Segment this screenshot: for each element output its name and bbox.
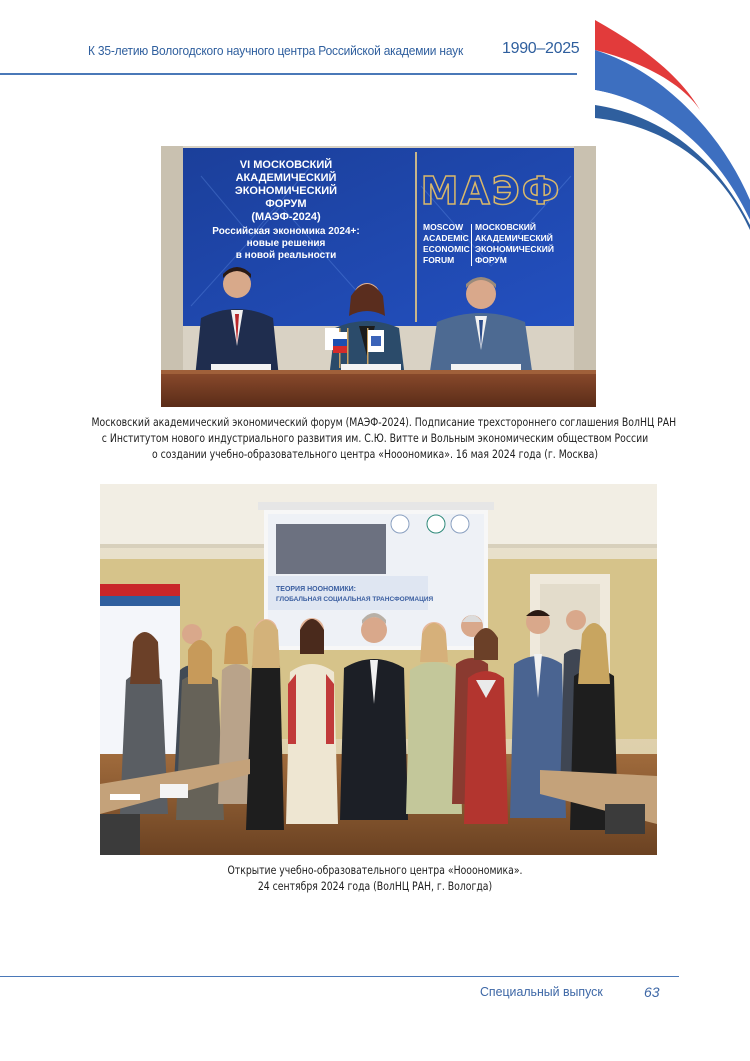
forum-ru-line: АКАДЕМИЧЕСКИЙ	[475, 233, 553, 243]
screen-title-line: ФОРУМ	[265, 198, 307, 210]
screen-title-line: ЭКОНОМИЧЕСКИЙ	[234, 185, 338, 197]
screen-subtitle-line: Российская экономика 2024+:	[212, 226, 360, 237]
forum-en-line: MOSCOW	[423, 222, 464, 232]
forum-ru-line: ЭКОНОМИЧЕСКИЙ	[475, 244, 554, 254]
photo-caption-1	[60, 414, 690, 462]
screen-subtitle-line: новые решения	[246, 238, 326, 249]
footer-rule	[0, 976, 679, 977]
screen-title-line: (МАЭФ-2024)	[251, 211, 321, 223]
screen-title-line: VI МОСКОВСКИЙ	[239, 159, 333, 171]
page-number: 63	[644, 984, 660, 1000]
running-header-years: 1990–2025	[502, 40, 580, 57]
forum-en-line: ECONOMIC	[423, 244, 470, 254]
group-opening-photo	[100, 484, 657, 855]
forum-logo-text: МАЭФ	[420, 169, 562, 213]
running-header-title: К 35-летию Вологодского научного центра Российской академии наук	[88, 43, 464, 58]
photo-caption-2	[60, 862, 690, 894]
forum-en-line: ACADEMIC	[423, 233, 469, 243]
signing-ceremony-photo	[161, 146, 596, 407]
forum-en-line: FORUM	[423, 255, 455, 265]
footer-issue-label: Специальный выпуск	[480, 984, 603, 999]
forum-ru-line: ФОРУМ	[475, 255, 507, 265]
caption-line: о создании учебно-образовательного центра «Нооономика». 16 мая 2024 года (г. Москва)	[151, 447, 599, 461]
forum-ru-line: МОСКОВСКИЙ	[475, 222, 536, 232]
header-rule	[0, 73, 577, 75]
caption-line: с Институтом нового индустриального развития им. С.Ю. Витте и Вольным экономическим обществом России	[101, 431, 649, 445]
screen-title-line: АКАДЕМИЧЕСКИЙ	[235, 172, 337, 184]
caption-line: Московский академический экономический форум (МАЭФ-2024). Подписание трехстороннего соглашения ВолНЦ РАН	[91, 415, 677, 429]
corner-ribbon-graphic	[590, 0, 750, 230]
caption-line: Открытие учебно-образовательного центра «Нооономика».	[227, 863, 523, 877]
slide-text-line: ТЕОРИЯ НООНОМИКИ:	[276, 586, 357, 593]
caption-line: 24 сентября 2024 года (ВолНЦ РАН, г. Вологда)	[257, 879, 493, 893]
screen-subtitle-line: в новой реальности	[235, 250, 337, 261]
slide-text-line: ГЛОБАЛЬНАЯ СОЦИАЛЬНАЯ ТРАНСФОРМАЦИЯ	[276, 596, 434, 603]
